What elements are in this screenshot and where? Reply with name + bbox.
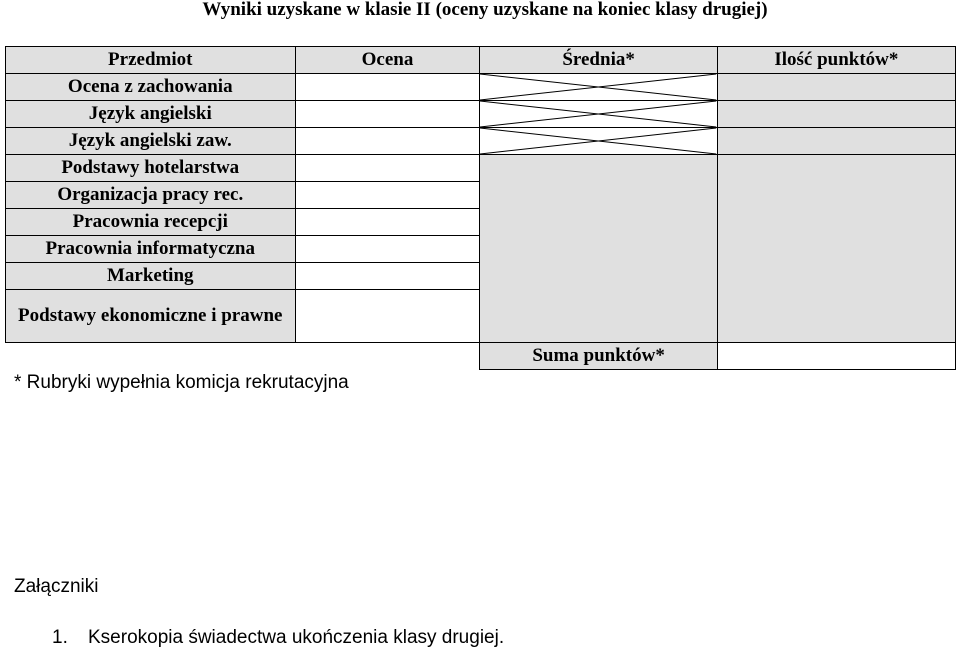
table-row [6,290,956,343]
grade-input-cell[interactable] [295,182,480,209]
average-cell [480,263,717,290]
average-cell [480,236,717,263]
sum-label: Suma punktów* [480,343,717,370]
table-row [6,101,956,128]
subject-cell: Pracownia recepcji [6,209,296,236]
grade-input-cell[interactable] [295,236,480,263]
table-row [6,263,956,290]
subject-cell: Marketing [6,263,296,290]
points-cell [717,182,955,209]
subject-cell: Język angielski [6,101,296,128]
grade-input-cell[interactable] [295,155,480,182]
attachments-heading: Załączniki [14,576,99,597]
grade-input-cell[interactable] [295,290,480,343]
table-row [6,209,956,236]
empty-cell [6,343,296,370]
grade-input-cell[interactable] [295,209,480,236]
crossed-out-cell [480,128,717,155]
subject-cell: Język angielski zaw. [6,128,296,155]
grade-input-cell[interactable] [295,74,480,101]
header-subject: Przedmiot [6,47,296,74]
crossed-out-cell [480,101,717,128]
grade-input-cell[interactable] [295,263,480,290]
table-header-row [6,47,956,74]
subject-cell: Organizacja pracy rec. [6,182,296,209]
points-cell [717,128,955,155]
points-cell [717,236,955,263]
subject-cell: Pracownia informatyczna [6,236,296,263]
table-row [6,128,956,155]
cross-mark-icon [480,74,716,100]
header-grade: Ocena [295,47,480,74]
points-cell [717,74,955,101]
subject-cell: Podstawy hotelarstwa [6,155,296,182]
points-cell [717,101,955,128]
grades-table [5,46,956,370]
grade-input-cell[interactable] [295,101,480,128]
empty-cell [295,343,480,370]
average-cell [480,155,717,182]
points-cell [717,263,955,290]
footnote: * Rubryki wypełnia komicja rekrutacyjna [14,372,349,393]
subject-cell: Ocena z zachowania [6,74,296,101]
attachment-number: 1. [52,627,68,648]
points-cell [717,155,955,182]
points-cell [717,209,955,236]
points-cell [717,290,955,343]
sum-points-cell [717,343,955,370]
average-cell [480,290,717,343]
crossed-out-cell [480,74,717,101]
subject-cell: Podstawy ekonomiczne i prawne [6,290,296,343]
table-row [6,236,956,263]
header-points: Ilość punktów* [717,47,955,74]
table-row [6,182,956,209]
document-title: Wyniki uzyskane w klasie II (oceny uzyskane na koniec klasy drugiej) [202,0,768,20]
cross-mark-icon [480,101,716,127]
table-row [6,155,956,182]
cross-mark-icon [480,128,716,154]
average-cell [480,182,717,209]
table-row [6,74,956,101]
header-average: Średnia* [480,47,717,74]
average-cell [480,209,717,236]
attachment-text: Kserokopia świadectwa ukończenia klasy drugiej. [88,627,505,648]
attachment-item [52,627,504,649]
sum-row [6,343,956,370]
grade-input-cell[interactable] [295,128,480,155]
